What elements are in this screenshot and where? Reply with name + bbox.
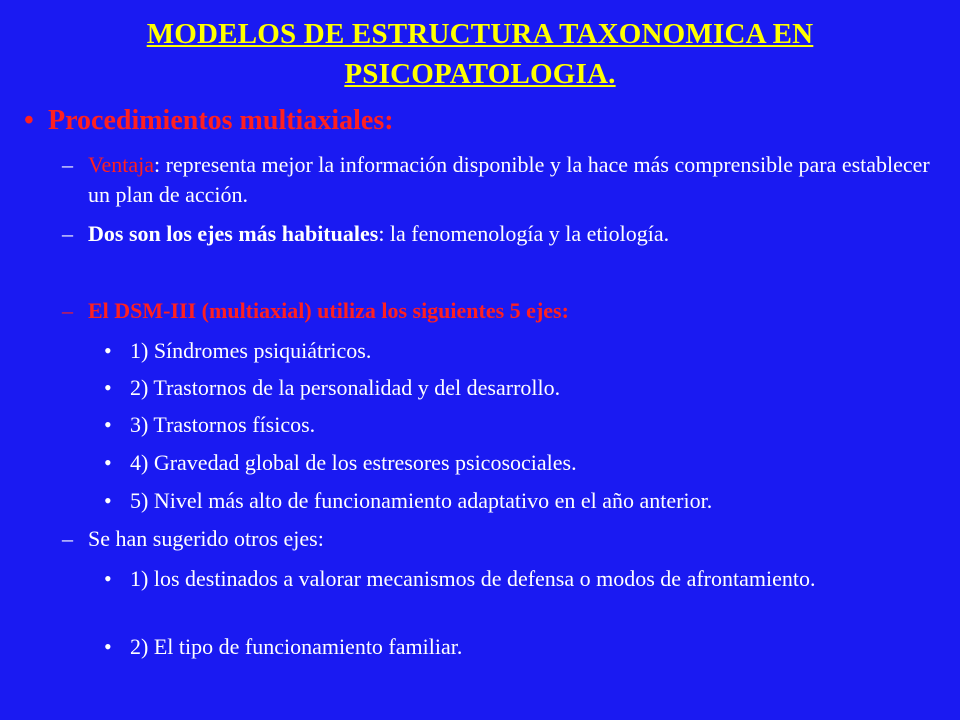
bullet-glyph: • [104, 412, 112, 437]
dsm-axis-1 [104, 336, 884, 366]
dsm-label: El DSM-III (multiaxial) utiliza los siguientes 5 ejes: [88, 298, 569, 323]
ejes-label: Dos son los ejes más habituales [88, 221, 379, 246]
dash-glyph: – [62, 152, 73, 177]
otros-label: Se han sugerido otros ejes: [88, 526, 324, 551]
bullet-glyph: • [104, 634, 112, 659]
bullet-glyph: • [104, 450, 112, 475]
heading-text: Procedimientos multiaxiales: [48, 105, 394, 136]
ventaja-item [62, 150, 932, 210]
otros-item [62, 524, 932, 554]
slide-title: MODELOS DE ESTRUCTURA TAXONOMICA EN PSICOPATOLOGIA. [146, 18, 814, 90]
dsm-axis-5 [104, 486, 884, 516]
dsm-axis-3 [104, 410, 884, 440]
dsm-item [62, 296, 932, 326]
dsm-axis-text: 2) Trastornos de la personalidad y del desarrollo. [130, 375, 561, 400]
dsm-axis-text: 4) Gravedad global de los estresores psicosociales. [130, 450, 577, 475]
dsm-axis-4 [104, 448, 884, 478]
dash-glyph: – [62, 298, 73, 323]
ventaja-label: Ventaja [88, 152, 154, 177]
bullet-glyph: • [104, 338, 112, 363]
bullet-glyph: • [104, 488, 112, 513]
dsm-axis-text: 3) Trastornos físicos. [130, 412, 316, 437]
otros-axis-text: 1) los destinados a valorar mecanismos de defensa o modos de afrontamiento. [130, 566, 816, 591]
heading-procedimientos [24, 104, 394, 138]
ejes-item [62, 219, 932, 249]
ventaja-text: : representa mejor la información disponible y la hace más comprensible para establecer un plan de acción. [88, 152, 930, 207]
dash-glyph: – [62, 526, 73, 551]
otros-axis-1 [104, 564, 884, 594]
ejes-text: : la fenomenología y la etiología. [378, 221, 670, 246]
dsm-axis-text: 1) Síndromes psiquiátricos. [130, 338, 372, 363]
bullet-glyph: • [104, 375, 112, 400]
otros-axis-2 [104, 632, 884, 662]
dsm-axis-text: 5) Nivel más alto de funcionamiento adaptativo en el año anterior. [130, 488, 713, 513]
otros-axis-text: 2) El tipo de funcionamiento familiar. [130, 634, 463, 659]
dsm-axis-2 [104, 373, 884, 403]
bullet-glyph: • [24, 105, 34, 136]
dash-glyph: – [62, 221, 73, 246]
bullet-glyph: • [104, 566, 112, 591]
